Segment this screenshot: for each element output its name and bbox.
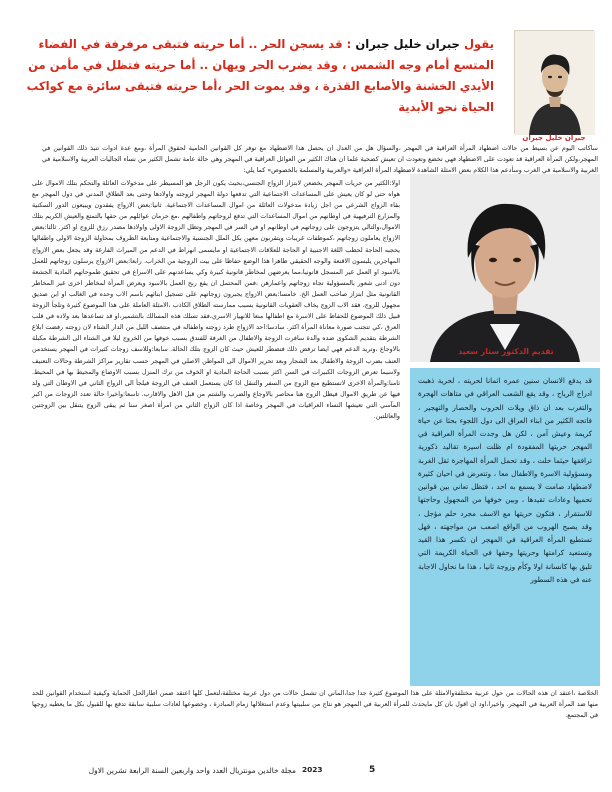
man-portrait-icon <box>410 174 600 362</box>
page-footer <box>14 765 598 781</box>
quote-separator: : <box>346 37 352 51</box>
article-main-column: اولا:الكثير من حريات المهجر يخضعن لابتزاز الزواج الجنسي،بحيث يكون الرجل هو المسيطر على مدخولات العائلة والتحكم بتلك الاموال على هواه حتى لو كان يعيش على المساعدات الاجتماعية التي تدفعها دولة المهجر لزوجته واولادها وحتى بعد الطلاق المدني في دول المهجر مع بقاء الزواج الشرعي من اجل زيادة مدخولات العائلة من اموال المساعدات الاجتماعية. ثانيا:بعض الازواج يفقدون ويبيعون الدور السكنية والمزارع الترفيهية في اوطانهم من اموال المساعدات التي تدفع لزوجاتهم واطفالهم ،مع حرمان عوائلهم من حقها بالتمتع والعيش الكريم بتلك الاموال،والتالي يتزوجون على زوجاتهم في اوطانهم او في السر في المهجر وتظل الزوجة الاولى واولادها مصدر رزق للزوج او اكثر. ثالثا:بعض الازواج يعاملون زوجاتهم ،كموظفات غريبات ويتقربون معهن بكل الملل الجنسية والاجتماعية ومتابعة الظروف بمحاولة الزوجة الاولى واطفالها يحجبه الحاجة لحطب اللغة الاجنبية او الحاجة للعلاقات الاجتماعية او مايسمى انهراط في الدعم من الميراث الفارغة وقد يجعل بعض الازواج المهاجرين يلبسون الاقنعة والوجه الحقيقي ظاهرا هذا الوضع حفاظا على بيت الزوجية من الخراب. رابعا:بعض الازواج يرسلون زوجاتهم للعمل بالاسود او العمل غير المسجل قانونيا،مما يعرضهن لمخاطر قانونية كبيرة وكي يساعدنهم على الاسراع في تحقيق طموحاتهم المادية الجشعة دون ادنى شعور بالمسؤولية تجاه زوجاتهم واعمارهن ،فمن المحتمل ان يقع ربح العمل بالاسود ويعرض المرأة لمخاطر اخرى غير المخاطر القانونية مثل ابتزاز صاحب العمل الخ. خامسا:بعض الازواج يجبرون زوجاتهم على تسجيل ابنائهم باسم الاب وحده في الغالب او ابن صديق مجهول للزوج، فقد الاب الزوج يخاف العقوبات القانونية بسبب ممارسته الطلاق الكاذب ،الامثلة العاملة على هذا الموضوع كثيرة وتلجأ الزوجة قبيل ذلك الموضوع للحفاظ على الاسرة مع اطفالها منعا للانهيار الاسري،فقد تسلك هذه المسالك بالتشمير،او قد تساعدها بعد ولاده في قلب العرق ،كي تتجنب صورة معاناة المرأة اكثر. سادسا:احد الازواج طرد زوجته واطفاله في منتصف الليل من الدار الشتاء لان زوجته رفضت ابلاغ الشرطة بتقديم الشكوى ضده والدة سافرت الزوجة والاطفال من الغرفة للفندق بسبب خوفها من الخروج ليلا في الشتاء الى الشرطة مكبلة بالاوجاع ،وتريد الدعم فهي ايضا ترفض ذلك فتضطر للعيش حيث كان الزوج بتلك الحالة. سابعا:وللاسف زوجات كثيرات في المهجر يستخدمن العنف بضرب الزوجة والاطفال بعد الشجار وبعد تحرير الاموال الى المواطن الاصلي في المهجر حسب تقارير مراكز الشرطة وحالات التعنيف ولاسيما تعرض الزوجات الكبيرات في السن اكثر بسبب الحاجة المادية او الخوف من ترك المنزل بسبب الاوضاع والمحيط بها في المحيط. ثامنا:والمرأة الاخرى لاتستطيع منع الزوج من السفر والتنقل اذا كان يستعمل العنف في الزوجة فيلجأ الى الزواج الثاني في الاوطان التي ولد فيها عن طريق الاموال فيظل الزوج هنا محاصر بالاوجاع والضرب والشتم من قبل الاهل والاقارب. تاسعا:واخيرا حالة تعدد الزوجات من اكبر المآسي التي تعيشها النساء العراقيات في المهجر وخاصة اذا كان الزواج الثاني من امرأة اصغر سنا ثم يبقى الزوج يتنقل بين الزوجتين والعائلتين. <box>32 180 400 420</box>
quote-intro: يقول <box>463 37 494 51</box>
article-intro-paragraph: ساكاتب اليوم عن بسيط من حالات اضطهاد المرأة العراقية في المهجر ،والسؤال هل من العدل ان يحصل هذا الاضطهاد مع توفر كل القوانين الحامية لحقوق المرأة ،ومع عدة ادوات تنبذ ذلك القوانين في المهجر،ولكن المرأة العراقية قد تعودت على الاضطهاد فهي تخضع وتعودت ان تعيش كضحية علما ان هناك الكثير من العوائل العراقية في المهجر وهي حالة عامة تشمل الكثير من نساء الجاليات العربية والاسلامية في الغربية والاسلامية في الغرب وسأدعم هذا الكلام بعض الامثلة الشاهدة لاضطهاد المرأة العراقية «والعربية والمسلمة بالخصوص» كما يلي: <box>42 145 598 175</box>
portrait-illustration-icon <box>515 31 595 135</box>
author-photo <box>410 174 600 362</box>
quote-text: قد يسجن الحر .. أما حريته فتبقى مرفرفة في الفضاء المتسع أمام وجه الشمس ، وقد يضرب الحر ويهان .. أما حريته فتظل في مأمن من الأيدي الخشنة والأصابع القذرة ، وقد يموت الحر ،أما حريته فتبقى سائرة مع كواكب الحياة نحو الأبدية <box>26 37 494 114</box>
highlight-box <box>410 368 600 686</box>
gibran-quote <box>14 34 494 132</box>
article-conclusion-paragraph: الخلاصة ،اعتقد ان هذه الحالات من حول عربية مختلفةوالامثلة على هذا الموضوع كثيرة جدا جدا،الماني ان تشمل حالات من دول عربية مختلفة،لتعمل كلها اعتقد ضمن اطارالحل الحماية وكيفية استخدام القوانين للحد منها ضد المرأة العربية في المهجر. واخيرا،اود ان اقول بان كل مايحدث للمرأة العربية في المهجر هو نتاج من سلبيتها وعدم استغلالها زمام المبادرة ، وخضوعها لعادات سلبية سابقة تدفع بها للقبول بكل ما يعطيه زوجها في المجتمع. <box>32 690 598 720</box>
issue-year: 2023 <box>302 765 323 774</box>
highlight-text: قد يدفع الانسان سنين عمره اثمانا لحريته ، لحرية ذهبت ادراج الرياح ، وقد يقع الشعب العراقي في متاهات الهجرة والتغرب بعد ان ذاق ويلات الحروب والحصار والتهجير ، فاتجه الكثير من ابناء العراق الى دول اللجوء بحثا عن حياة كريمة وعيش آمن ، لكن هل وجدت المرأة العراقية في المهجر حريتها المفقودة ام ظلت اسيرة تقاليد ذكورية ترافقها حيثما حلت ، وقد تحمل المرأة المهاجرة ثقل الغربة ومسؤولية الاسرة والاطفال معا ، وتتعرض في احيان كثيرة لاضطهاد صامت لا يسمع به احد ، فتظل تعاني بين قوانين تحميها وعادات تقيدها ، وبين خوفها من المجهول وحاجتها للاستقرار ، فتكون حريتها مع الاسف مجرد حلم مؤجل ، وقد يصبح الهروب من الواقع اصعب من مواجهته ، فهل تستطيع المرأة العراقية في المهجر ان تكسر هذا القيد وتستعيد كرامتها وحريتها وحقها في الحياة الكريمة التي تليق بها كانسانة اولا وكأم وزوجة ثانيا ، هذا ما نحاول الاجابة عنه في هذه السطور <box>418 376 592 584</box>
quote-author: جبران خليل جبران <box>355 37 460 51</box>
portrait-caption: جبران خليل جبران <box>522 134 586 142</box>
photo-caption: تقديم الدكتور ستار سعيد <box>458 347 554 356</box>
gibran-portrait <box>514 30 594 134</box>
page-number: 5 <box>369 765 376 775</box>
issue-info: مجلة خالدين مونتريال العدد واحد واربعين السنة الرابعة تشرين الاول <box>88 766 296 775</box>
